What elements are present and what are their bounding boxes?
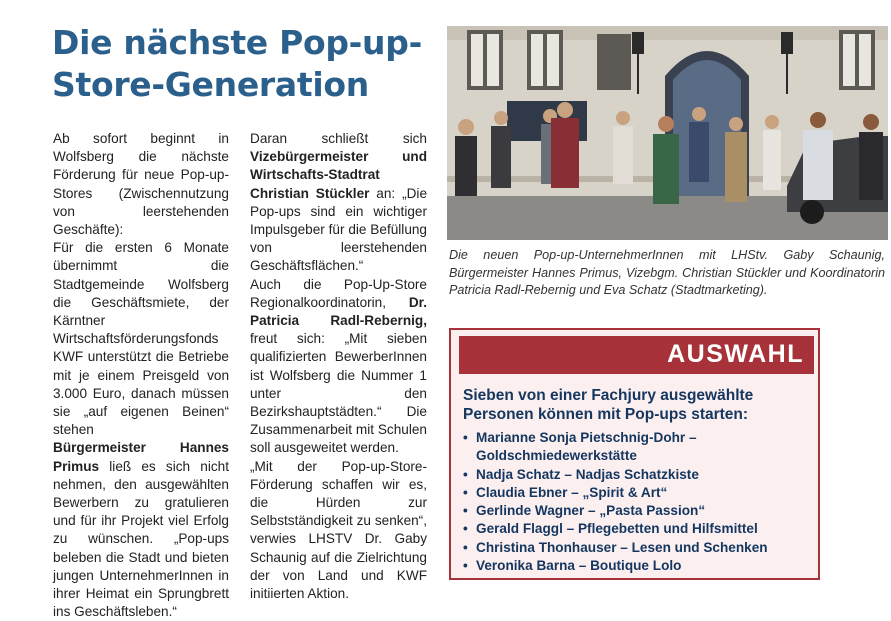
list-item: • Nadja Schatz – Nadjas Schatzkiste [463,466,815,484]
paragraph-coordinator [250,276,427,458]
group-photo-illustration [447,26,888,240]
mayor-quote: ließ es sich nicht nehmen, den ausgewählten Bewerbern zu gratulieren und für ihr Projekt viel Erfolg zu wünschen. „Pop-ups beleben die Stadt und bieten jungen UnternehmerInnen in ihrer Heimat ein Sprungbrett ins Geschäftsleben.“ [53,458,229,620]
paragraph-schaunig: „Mit der Pop-up-Store-Förderung schaffen wir es, die Hürden zur Selbstständigkeit zu senken“, verwies LHSTV Dr. Gaby Schaunig auf die Zielrichtung der von Land und KWF initiierten Aktion. [250,458,427,602]
list-item: • Marianne Sonja Pietschnig-Dohr – Goldschmiedewerkstätte [463,429,815,466]
mayor-name: Bürgermeister Hannes Primus [53,440,229,474]
selection-box [449,328,820,580]
list-item: • Claudia Ebner – „Spirit & Art“ [463,484,815,502]
list-item: • Christina Thonhauser – Lesen und Schenken [463,539,815,557]
coordinator-quote: freut sich: „Mit sieben qualifizierten BewerberInnen ist Wolfsberg die Nummer 1 unter den Bezirkshauptstädten.“ Die Zusammenarbeit mit Schulen soll ausgeweitet werden. [250,331,427,456]
paragraph-vice-mayor [250,130,427,276]
list-item: • Veronika Barna – Boutique Lolo [463,557,815,575]
article-column-2 [250,130,427,603]
selection-box-header [459,336,814,374]
headline: Die nächste Pop-up-Store-Generation [52,23,422,104]
list-item: • Gerlinde Wagner – „Pasta Passion“ [463,502,815,520]
paragraph-intro: Ab sofort beginnt in Wolfsberg die nächste Förderung für neue Pop-up-Stores (Zwischennutzung von leerstehenden Geschäfte): [53,131,229,238]
coordinator-pre: Auch die Pop-Up-Store Regionalkoordinatorin, [250,276,427,310]
vice-mayor-name: Vizebürgermeister und Wirtschafts-Stadtrat Christian Stückler [250,149,427,201]
coordinator-name: Dr. Patricia Radl-Rebernig, [250,294,427,329]
vice-mayor-quote: an: „Die Pop-ups sind ein wichtiger Impulsgeber für die Befüllung von leerstehenden Geschäftsflächen.“ [250,185,427,274]
selection-list [463,429,815,575]
article-column-1 [53,130,229,621]
selection-box-intro: Sieben von einer Fachjury ausgewählte Personen können mit Pop-ups starten: [463,387,754,423]
photo-caption: Die neuen Pop-up-UnternehmerInnen mit LHStv. Gaby Schaunig, Bürgermeister Hannes Primus, Vizebgm. Christian Stückler und Koordinatorin Patricia Radl-Rebernig und Eva Schatz (Stadtmarketing). [449,248,885,297]
selection-box-title: AUSWAHL [667,340,804,368]
paragraph-funding: Für die ersten 6 Monate übernimmt die Stadtgemeinde Wolfsberg die Geschäftsmiete, der Kärntner Wirtschaftsförderungsfonds KWF unterstützt die Betriebe mit je einem Preisgeld von 3.000 Euro, danach müssen sie „auf eigenen Beinen“ stehen [53,240,229,438]
vice-mayor-pre: Daran schließt sich [250,131,427,146]
paragraph-mayor [53,439,229,621]
list-item: • Gerald Flaggl – Pflegebetten und Hilfsmittel [463,520,815,538]
group-photo [447,26,888,240]
